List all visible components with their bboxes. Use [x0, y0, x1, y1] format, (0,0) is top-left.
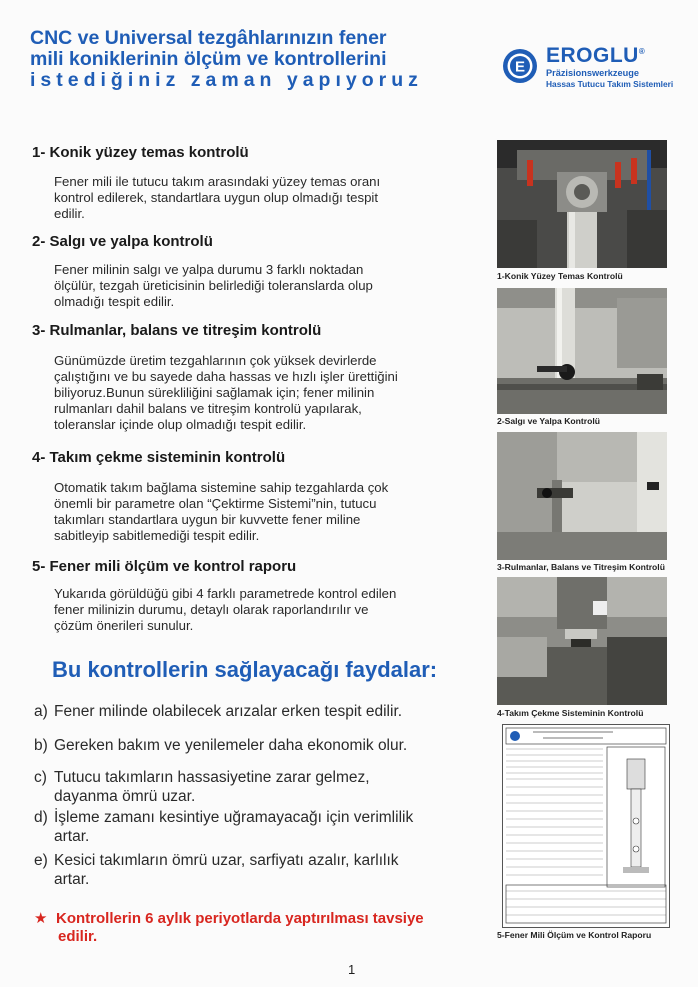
section-5-line: fener milinizin durumu, detaylı olarak raporlandırılır ve [54, 602, 369, 617]
section-1-line: Fener mili ile tutucu takım arasındaki yüzey temas oranı [54, 174, 381, 189]
section-2-heading: 2- Salgı ve yalpa kontrolü [32, 233, 213, 250]
section-3-line: toleranslar içinde olup olmadığı tespit edilir. [54, 417, 307, 432]
section-2-body [54, 262, 439, 310]
section-4-heading: 4- Takım çekme sisteminin kontrolü [32, 449, 286, 466]
logo-subtitle-1: Präzisionswerkzeuge [546, 68, 639, 78]
logo-registered: ® [638, 47, 646, 56]
benefit-text: Kesici takımların ömrü uzar, sarfiyatı azalır, karlılık [54, 852, 399, 869]
benefit-item [34, 736, 454, 755]
benefit-text: İşleme zamanı kesintiye uğramayacağı için verimlilik [54, 809, 414, 826]
section-5-line: Yukarıda görüldüğü gibi 4 farklı parametrede kontrol edilen [54, 586, 397, 601]
benefit-item [34, 808, 454, 846]
benefit-letter: b) [34, 737, 48, 754]
photo-conic-contact [497, 140, 667, 268]
section-5-heading: 5- Fener mili ölçüm ve kontrol raporu [32, 558, 297, 575]
benefit-letter: a) [34, 703, 48, 720]
benefit-text-cont: dayanma ömrü uzar. [54, 788, 196, 805]
section-2-line: olmadığı tespit edilir. [54, 294, 175, 309]
section-5-line: çözüm önerileri sunulur. [54, 618, 194, 633]
benefit-letter: d) [34, 809, 48, 826]
star-icon: ★ [34, 910, 48, 927]
section-3-heading: 3- Rulmanlar, balans ve titreşim kontrolü [32, 322, 322, 339]
section-4-body [54, 480, 439, 544]
recommendation-note [34, 910, 454, 946]
photo-tool-clamping [497, 577, 667, 705]
caption-3: 3-Rulmanlar, Balans ve Titreşim Kontrolü [497, 562, 665, 572]
section-2-line: ölçülür, tezgah üreticisinin belirlediği toleranslarda olup [54, 278, 373, 293]
caption-4: 4-Takım Çekme Sisteminin Kontrolü [497, 708, 644, 718]
section-3-line: rulmanları dahil balans ve titreşim kontrolü yapılarak, [54, 401, 362, 416]
section-1-body [54, 174, 439, 222]
caption-2: 2-Salgı ve Yalpa Kontrolü [497, 416, 600, 426]
title-line-1: CNC ve Universal tezgâhlarınızın fener [30, 27, 387, 49]
section-4-line: takımları standartlara uygun bir kuvvette fener miline [54, 512, 361, 527]
section-3-body [54, 353, 439, 433]
benefit-text: Fener milinde olabilecek arızalar erken tespit edilir. [54, 703, 403, 720]
company-logo [500, 44, 680, 94]
logo-brand [546, 44, 645, 68]
benefit-text: Gereken bakım ve yenilemeler daha ekonomik olur. [54, 737, 408, 754]
section-2-line: Fener milinin salgı ve yalpa durumu 3 farklı noktadan [54, 262, 364, 277]
caption-5: 5-Fener Mili Ölçüm ve Kontrol Raporu [497, 930, 652, 940]
logo-brand-text: EROGLU [546, 44, 639, 67]
title-line-3: istediğiniz zaman yapıyoruz [30, 69, 423, 91]
benefits-title: Bu kontrollerin sağlayacağı faydalar: [52, 657, 438, 682]
section-1-line: edilir. [54, 206, 85, 221]
benefit-item [34, 768, 454, 806]
logo-letter: E [514, 58, 526, 76]
photo-runout [497, 288, 667, 414]
eroglu-logo-icon [502, 48, 538, 84]
note-text: Kontrollerin 6 aylık periyotlarda yaptırılması tavsiye [56, 910, 424, 927]
section-3-line: Günümüzde üretim tezgahlarının çok yüksek devirlerde [54, 353, 377, 368]
benefit-item [34, 702, 454, 721]
logo-subtitle-2: Hassas Tutucu Takım Sistemleri [546, 79, 674, 89]
note-text-cont: edilir. [58, 928, 98, 945]
section-5-body [54, 586, 439, 634]
section-4-line: önemli bir parametre olan “Çektirme Sistemi”nin, tutucu [54, 496, 377, 511]
benefit-text-cont: artar. [54, 828, 90, 845]
page-title [30, 28, 470, 91]
section-4-line: sabitleyip sabitlemediği tespit edilir. [54, 528, 260, 543]
benefit-letter: e) [34, 852, 48, 869]
section-1-heading: 1- Konik yüzey temas kontrolü [32, 144, 249, 161]
section-3-line: biliyoruz.Bunun sürekliliğini sağlamak için; fener milinin [54, 385, 375, 400]
report-form-image [502, 724, 670, 928]
benefit-item [34, 851, 454, 889]
title-line-2: mili koniklerinin ölçüm ve kontrollerini [30, 48, 387, 70]
page-number: 1 [348, 962, 356, 977]
benefit-text: Tutucu takımların hassasiyetine zarar gelmez, [54, 769, 370, 786]
photo-bearings-balance [497, 432, 667, 560]
section-3-line: çalıştığını ve bu sayede daha hassas ve hızlı işler ürettiğini [54, 369, 398, 384]
caption-1: 1-Konik Yüzey Temas Kontrolü [497, 271, 623, 281]
section-1-line: kontrol edilerek, standartlara uygun olup olmadığı tespit [54, 190, 379, 205]
benefit-letter: c) [34, 769, 47, 786]
benefit-text-cont: artar. [54, 871, 90, 888]
section-4-line: Otomatik takım bağlama sistemine sahip tezgahlarda çok [54, 480, 389, 495]
